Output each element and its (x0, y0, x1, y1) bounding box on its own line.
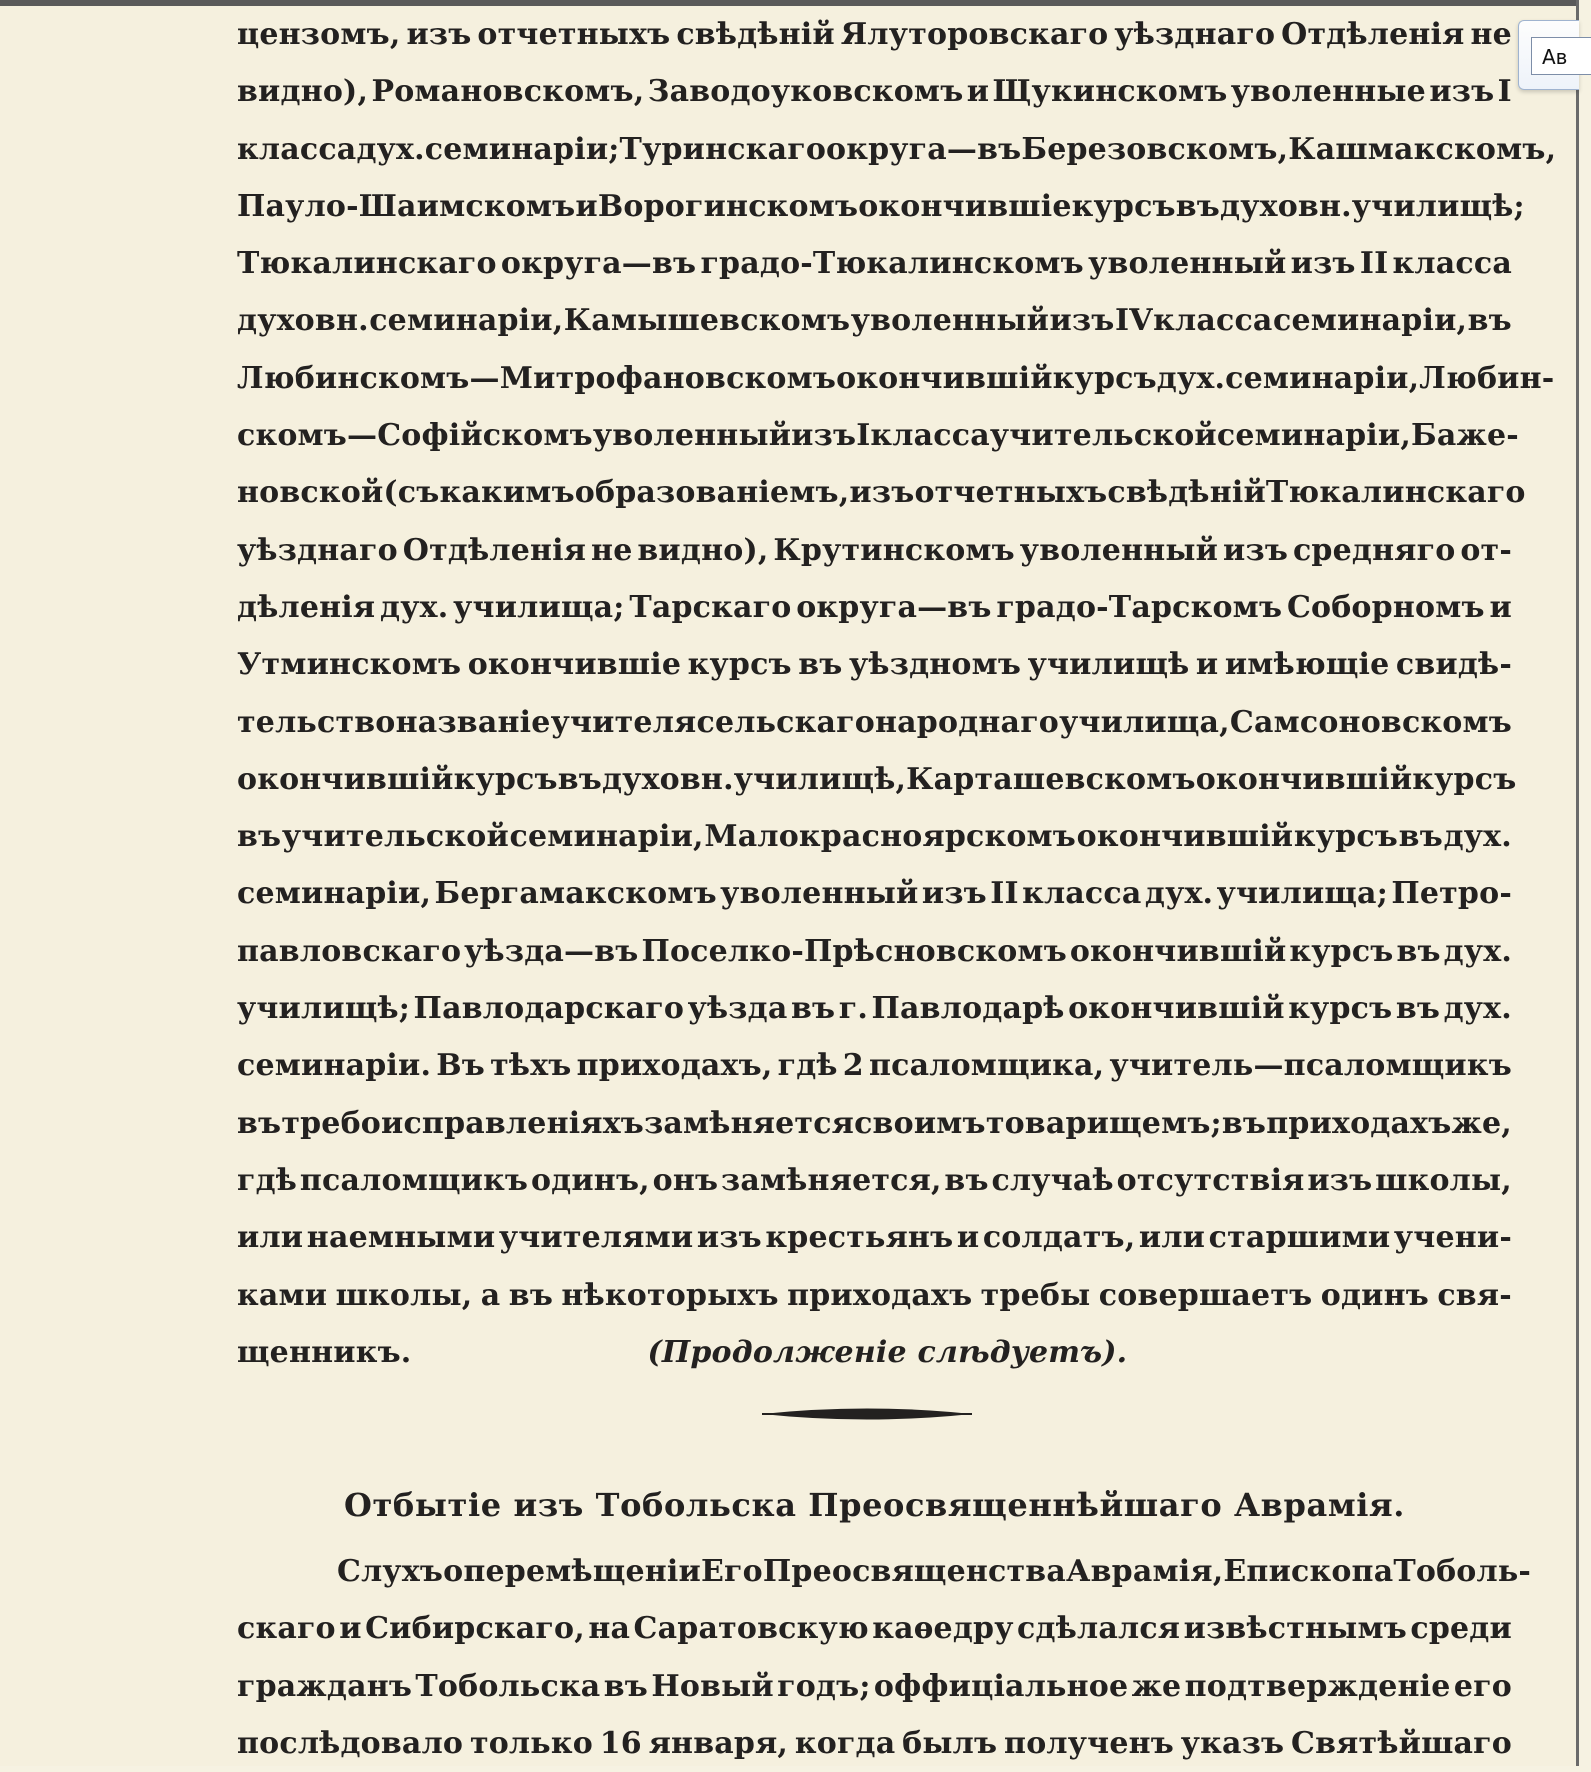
text-line: тельство на званіе учителя сельскаго народнаго училища, Самсоновскомъ (237, 704, 1512, 740)
text-line: павловскаго уѣзда—въ Поселко-Прѣсновскомъ окончившій курсъ въ дух. (237, 933, 1512, 969)
text-line: гдѣ псаломщикъ одинъ, онъ замѣняется, въ случаѣ отсутствія изъ школы, (237, 1162, 1512, 1198)
text-line: окончившій курсъ въ духовн. училищѣ, Карташевскомъ окончившій курсъ (237, 761, 1517, 797)
last-line (237, 1324, 1512, 1381)
text-line: Утминскомъ окончившіе курсъ въ уѣздномъ училищѣ и имѣющіе свидѣ- (237, 647, 1512, 683)
continuation-note: (Продолженіе слѣдуетъ). (647, 1334, 1128, 1370)
tooltip-text: Ав (1531, 37, 1591, 75)
divider-ornament (757, 1399, 977, 1429)
text-line: Пауло-Шаимскомъ и Ворогинскомъ окончившіе курсъ въ духовн. училищѣ; (237, 188, 1525, 224)
text-line: цензомъ, изъ отчетныхъ свѣдѣній Ялуторовскаго уѣзднаго Отдѣленія не (237, 17, 1512, 52)
text-line: семинаріи, Бергамакскомъ уволенный изъ II класса дух. училища; Петро- (237, 876, 1512, 912)
section-title: Отбытіе изъ Тобольска Преосвященнѣйшаго Аврамія. (344, 1486, 1405, 1525)
section-divider (237, 1381, 1512, 1467)
text-line: послѣдовало только 16 января, когда былъ полученъ указъ Святѣйшаго (237, 1726, 1512, 1762)
paragraph-continued (237, 6, 1557, 1324)
text-line: скомъ—Софійскомъ уволенный изъ I класса учительской семинаріи, Баже- (237, 418, 1519, 454)
text-line: духовн. семинаріи, Камышевскомъ уволенный изъ IV класса семинаріи, въ (237, 303, 1512, 339)
text-line: новской (съ какимъ образованіемъ, изъ отчетныхъ свѣдѣній Тюкалинскаго (237, 475, 1526, 511)
text-line: семинаріи. Въ тѣхъ приходахъ, гдѣ 2 псаломщика, учитель—псаломщикъ (237, 1048, 1512, 1084)
text-line: училищѣ; Павлодарскаго уѣзда въ г. Павлодарѣ окончившій курсъ въ дух. (237, 991, 1512, 1027)
text-line: гражданъ Тобольска въ Новый годъ; оффиціальное же подтвержденіе его (237, 1668, 1512, 1704)
annotation-tooltip[interactable] (1518, 20, 1579, 90)
text-line: ками школы, а въ нѣкоторыхъ приходахъ требы совершаетъ одинъ свя- (237, 1277, 1512, 1313)
text-line: Тюкалинскаго округа—въ градо-Тюкалинскомъ уволенный изъ II класса (237, 246, 1512, 282)
text-line: класса дух. семинаріи; Туринскаго округа—въ Березовскомъ, Кашмакскомъ, (237, 131, 1557, 167)
text-line: въ учительской семинаріи, Малокрасноярскомъ окончившій курсъ въ дух. (237, 819, 1512, 855)
text-line: Любинскомъ—Митрофановскомъ окончившій курсъ дух. семинаріи, Любин- (237, 360, 1555, 396)
text-line: Слухъ о перемѣщеніи Его Преосвященства Аврамія, Епископа Тоболь- (337, 1554, 1532, 1590)
text-line: скаго и Сибирскаго, на Саратовскую каѳедру сдѣлался извѣстнымъ среди (237, 1611, 1512, 1647)
last-line-word: щенникъ. (237, 1334, 412, 1370)
text-line: видно), Романовскомъ, Заводоуковскомъ и Щукинскомъ уволенные изъ I (237, 74, 1512, 110)
text-line: или наемными учителями изъ крестьянъ и солдатъ, или старшими учени- (237, 1220, 1512, 1256)
window-right-border (1576, 0, 1579, 1766)
text-line: въ требоисправленіяхъ замѣняется своимъ товарищемъ; въ приходахъ же, (237, 1105, 1512, 1141)
section-paragraph (237, 1543, 1532, 1772)
page-text-block (237, 6, 1557, 1772)
scanned-page[interactable] (0, 6, 1576, 1766)
text-line: уѣзднаго Отдѣленія не видно), Крутинскомъ уволенный изъ средняго от- (237, 532, 1512, 568)
text-line: дѣленія дух. училища; Тарскаго округа—въ градо-Тарскомъ Соборномъ и (237, 589, 1512, 625)
